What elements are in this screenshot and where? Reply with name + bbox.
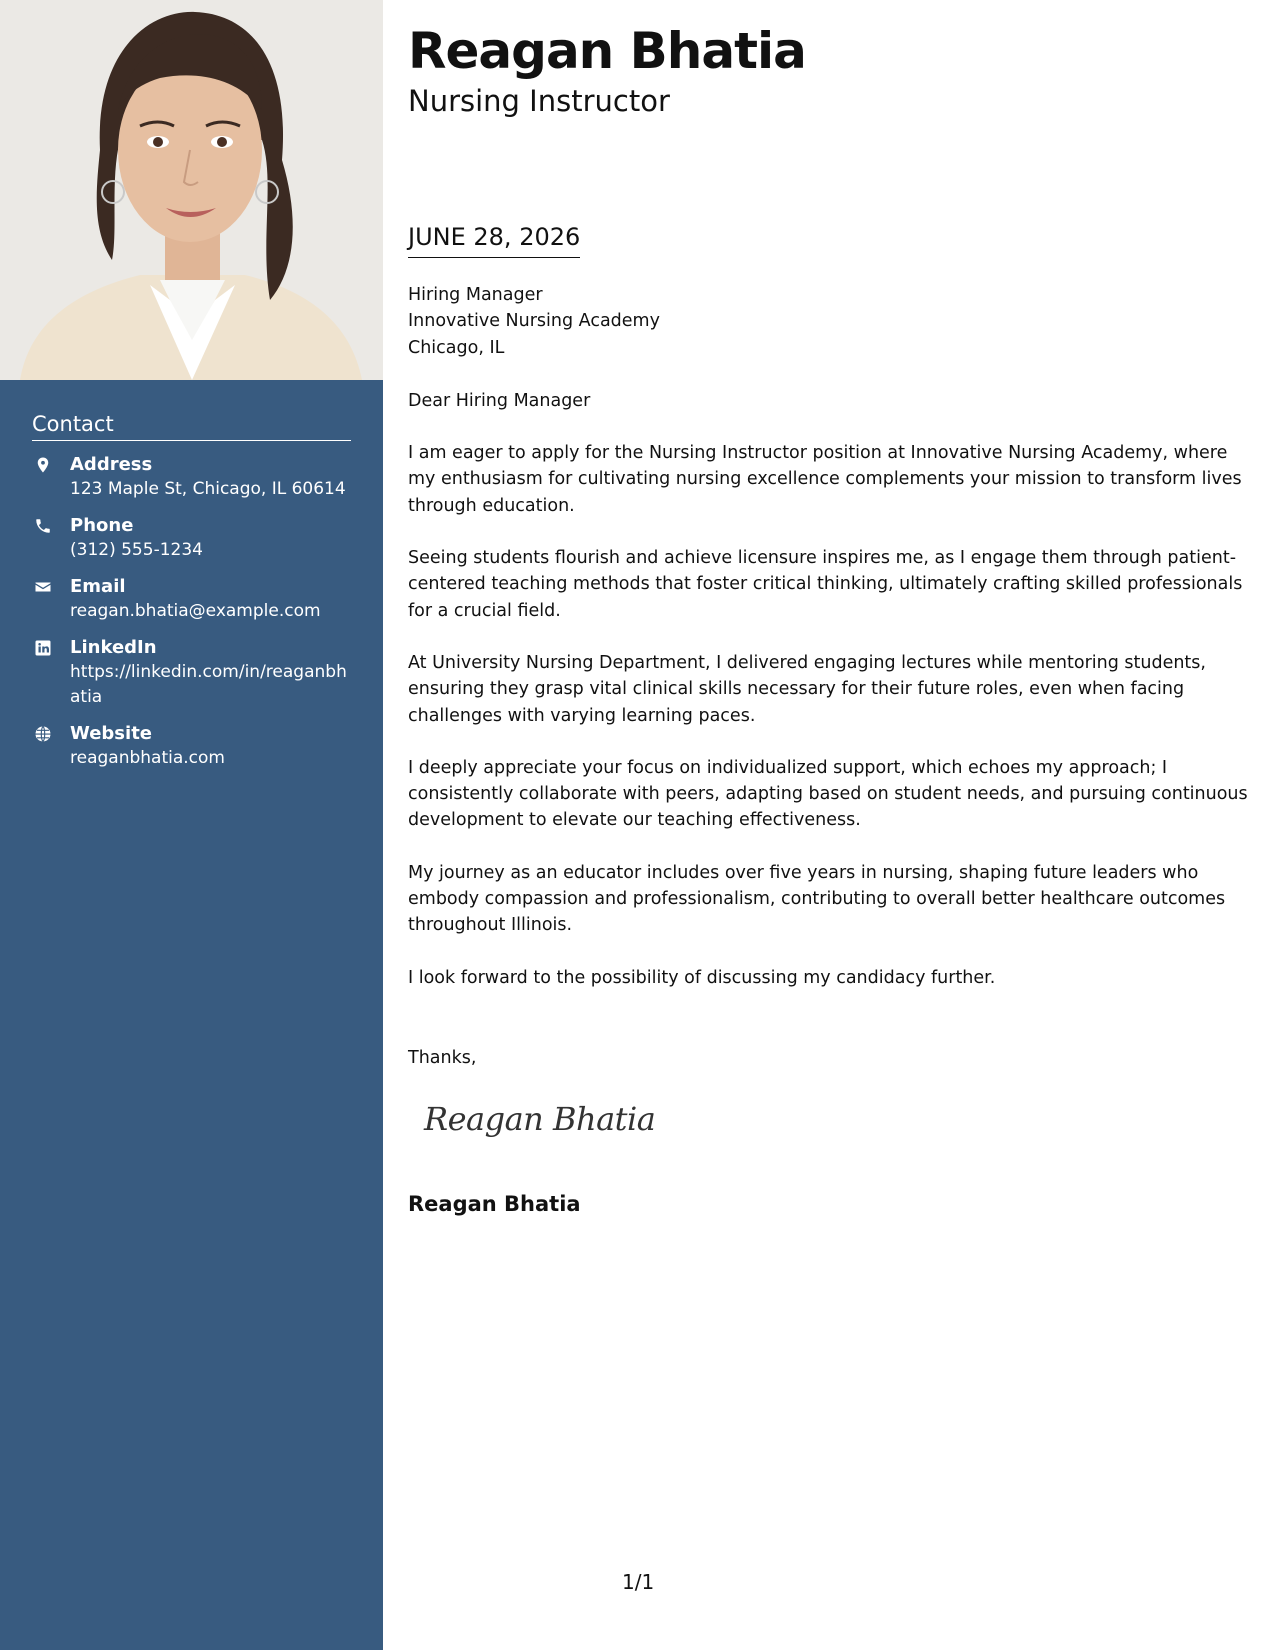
recipient-block: [408, 282, 1248, 361]
website-value[interactable]: reaganbhatia.com: [70, 748, 225, 768]
letter-body: [408, 282, 1248, 991]
salutation: Dear Hiring Manager: [408, 390, 591, 411]
letter-date: JUNE 28, 2026: [408, 223, 580, 258]
globe-icon: [34, 725, 52, 743]
location-pin-icon: [34, 456, 52, 474]
phone-label: Phone: [70, 515, 134, 536]
contact-item-phone: [32, 514, 351, 563]
contact-item-website: [32, 722, 351, 771]
phone-icon: [34, 517, 52, 535]
sidebar: [0, 0, 383, 1650]
contact-item-linkedin: [32, 636, 351, 710]
email-value[interactable]: reagan.bhatia@example.com: [70, 601, 321, 621]
page-number: 1/1: [622, 1570, 655, 1594]
address-label: Address: [70, 454, 153, 475]
contact-section: [32, 412, 351, 771]
profile-photo: [0, 0, 383, 380]
phone-value: (312) 555-1234: [70, 540, 203, 560]
linkedin-icon: [34, 639, 52, 657]
letter-paragraph: Seeing students flourish and achieve licensure inspires me, as I engage them through patient-centered teaching methods that foster critical thinking, ultimately crafting skilled professionals for a crucial field.: [408, 548, 1243, 621]
linkedin-label: LinkedIn: [70, 637, 157, 658]
letter-paragraph: I am eager to apply for the Nursing Instructor position at Innovative Nursing Academy, where my enthusiasm for cultivating nursing excellence complements your mission to transform lives through education.: [408, 443, 1242, 516]
letter-paragraph: I deeply appreciate your focus on individualized support, which echoes my approach; I consistently collaborate with peers, adapting based on student needs, and pursuing continuous development to elevate our teaching effectiveness.: [408, 757, 1248, 831]
contact-item-address: [32, 453, 351, 502]
linkedin-value[interactable]: https://linkedin.com/in/reaganbhatia: [70, 662, 347, 707]
signed-name: Reagan Bhatia: [408, 1192, 581, 1216]
letter-paragraph: My journey as an educator includes over five years in nursing, shaping future leaders who embody compassion and professionalism, contributing to overall better healthcare outcomes throughout Illinois.: [408, 862, 1226, 936]
handwritten-signature: Reagan Bhatia: [424, 1100, 656, 1138]
letter-paragraph: At University Nursing Department, I delivered engaging lectures while mentoring students, ensuring they grasp vital clinical skills necessary for their future roles, even when facing challenges with varying learning paces.: [408, 652, 1206, 726]
applicant-name: Reagan Bhatia: [408, 22, 806, 80]
letter-paragraph: I look forward to the possibility of discussing my candidacy further.: [408, 967, 996, 988]
website-label: Website: [70, 723, 153, 744]
contact-item-email: [32, 575, 351, 624]
recipient-line: Hiring Manager: [408, 285, 543, 305]
applicant-role: Nursing Instructor: [408, 84, 670, 118]
recipient-line: Chicago, IL: [408, 337, 505, 358]
closing: Thanks,: [408, 1048, 477, 1068]
envelope-icon: [34, 578, 52, 596]
recipient-line: Innovative Nursing Academy: [408, 311, 660, 332]
contact-heading: Contact: [32, 412, 351, 441]
address-value: 123 Maple St, Chicago, IL 60614: [70, 479, 346, 499]
email-label: Email: [70, 576, 126, 597]
